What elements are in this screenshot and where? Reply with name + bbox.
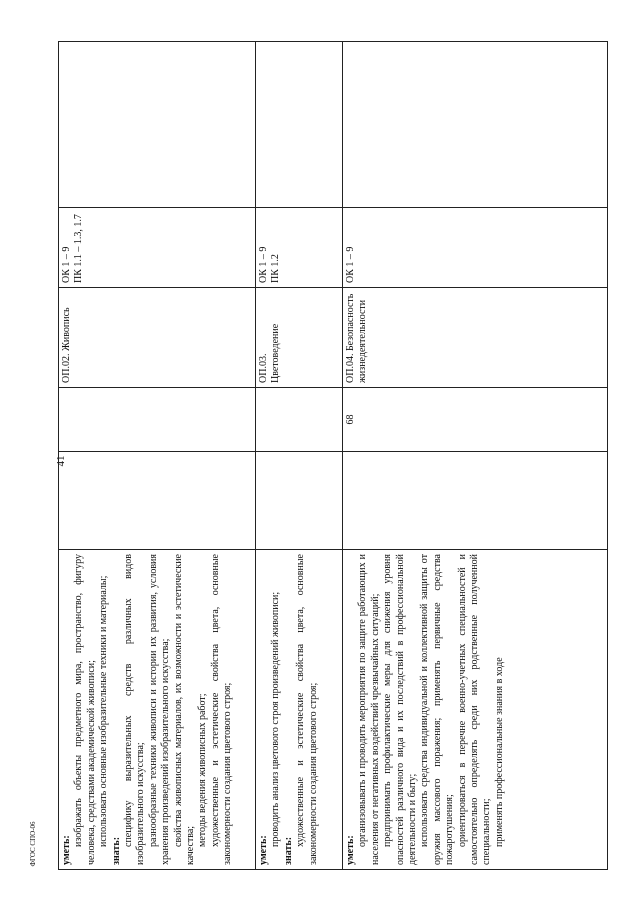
knowledge-item: методы ведения живописных работ; bbox=[197, 693, 209, 847]
competences-cell: ОК 1 – 9 ПК 1.1 – 1.3, 1.7 bbox=[59, 208, 256, 288]
skills-knowledge-cell bbox=[343, 550, 608, 870]
knowledge-item: разнообразные техники живописи и истории их развития, условия хранения произведений изобразительного искусства; bbox=[147, 554, 172, 865]
table-row bbox=[343, 42, 608, 870]
discipline-cell: ОП.03. Цветоведение bbox=[256, 288, 343, 388]
rotated-table-frame bbox=[58, 42, 608, 870]
empty-cell bbox=[343, 42, 608, 208]
knowledge-item: художественные и эстетические свойства цвета, основные закономерности создания цветового строя; bbox=[295, 554, 319, 865]
skills-knowledge-cell bbox=[59, 550, 256, 870]
skills-knowledge-cell bbox=[256, 550, 343, 870]
skill-item: использовать основные изобразительные техники и материалы; bbox=[98, 575, 110, 847]
knowledge-item: специфику выразительных средств различных видов изобразительного искусства; bbox=[123, 554, 147, 865]
knowledge-label: знать: bbox=[110, 836, 122, 865]
hours-required-cell bbox=[256, 388, 343, 452]
empty-cell bbox=[256, 42, 343, 208]
competences-cell: ОК 1 – 9 bbox=[343, 208, 608, 288]
page-number: 41 bbox=[55, 455, 67, 467]
table-row bbox=[59, 42, 256, 870]
hours-required-cell: 68 bbox=[343, 388, 608, 452]
hours-max-cell bbox=[59, 452, 256, 550]
skills-label: уметь: bbox=[61, 835, 72, 865]
knowledge-item: свойства живописных материалов, их возможности и эстетические качества; bbox=[172, 554, 197, 865]
skill-item: применять профессиональные знания в ходе bbox=[493, 657, 505, 847]
discipline-cell: ОП.02. Живопись bbox=[59, 288, 256, 388]
competences-cell: ОК 1 – 9 ПК 1.2 bbox=[256, 208, 343, 288]
table-row bbox=[256, 42, 343, 870]
skill-item: проводить анализ цветового строя произведений живописи; bbox=[270, 591, 282, 847]
hours-max-cell bbox=[256, 452, 343, 550]
skills-label: уметь: bbox=[345, 835, 356, 865]
empty-cell bbox=[59, 42, 256, 208]
knowledge-item: художественные и эстетические свойства цвета, основные закономерности создания цветового строя; bbox=[209, 554, 234, 865]
knowledge-label: знать: bbox=[282, 836, 294, 865]
skill-item: ориентироваться в перечне военно-учетных специальностей и самостоятельно определять среди них родственные полученной специальности; bbox=[456, 554, 493, 865]
skill-item: использовать средства индивидуальной и коллективной защиты от оружия массового поражения; применять первичные средства пожаротушения; bbox=[419, 554, 456, 865]
hours-required-cell bbox=[59, 388, 256, 452]
discipline-cell: ОП.04. Безопасность жизнедеятельности bbox=[343, 288, 608, 388]
skill-item: организовывать и проводить мероприятия по защите работающих и населения от негативных воздействий чрезвычайных ситуаций; bbox=[357, 554, 381, 865]
skill-item: предпринимать профилактические меры для снижения уровня опасностей различного вида и их последствий в профессиональной деятельности и быту; bbox=[382, 554, 419, 865]
skills-label: уметь: bbox=[258, 835, 269, 865]
footer-label: ФГОС СПО-06 bbox=[29, 821, 37, 867]
hours-max-cell bbox=[343, 452, 608, 550]
curriculum-table bbox=[58, 41, 608, 870]
skill-item: изображать объекты предметного мира, пространство, фигуру человека, средствами академической живописи; bbox=[73, 554, 97, 865]
